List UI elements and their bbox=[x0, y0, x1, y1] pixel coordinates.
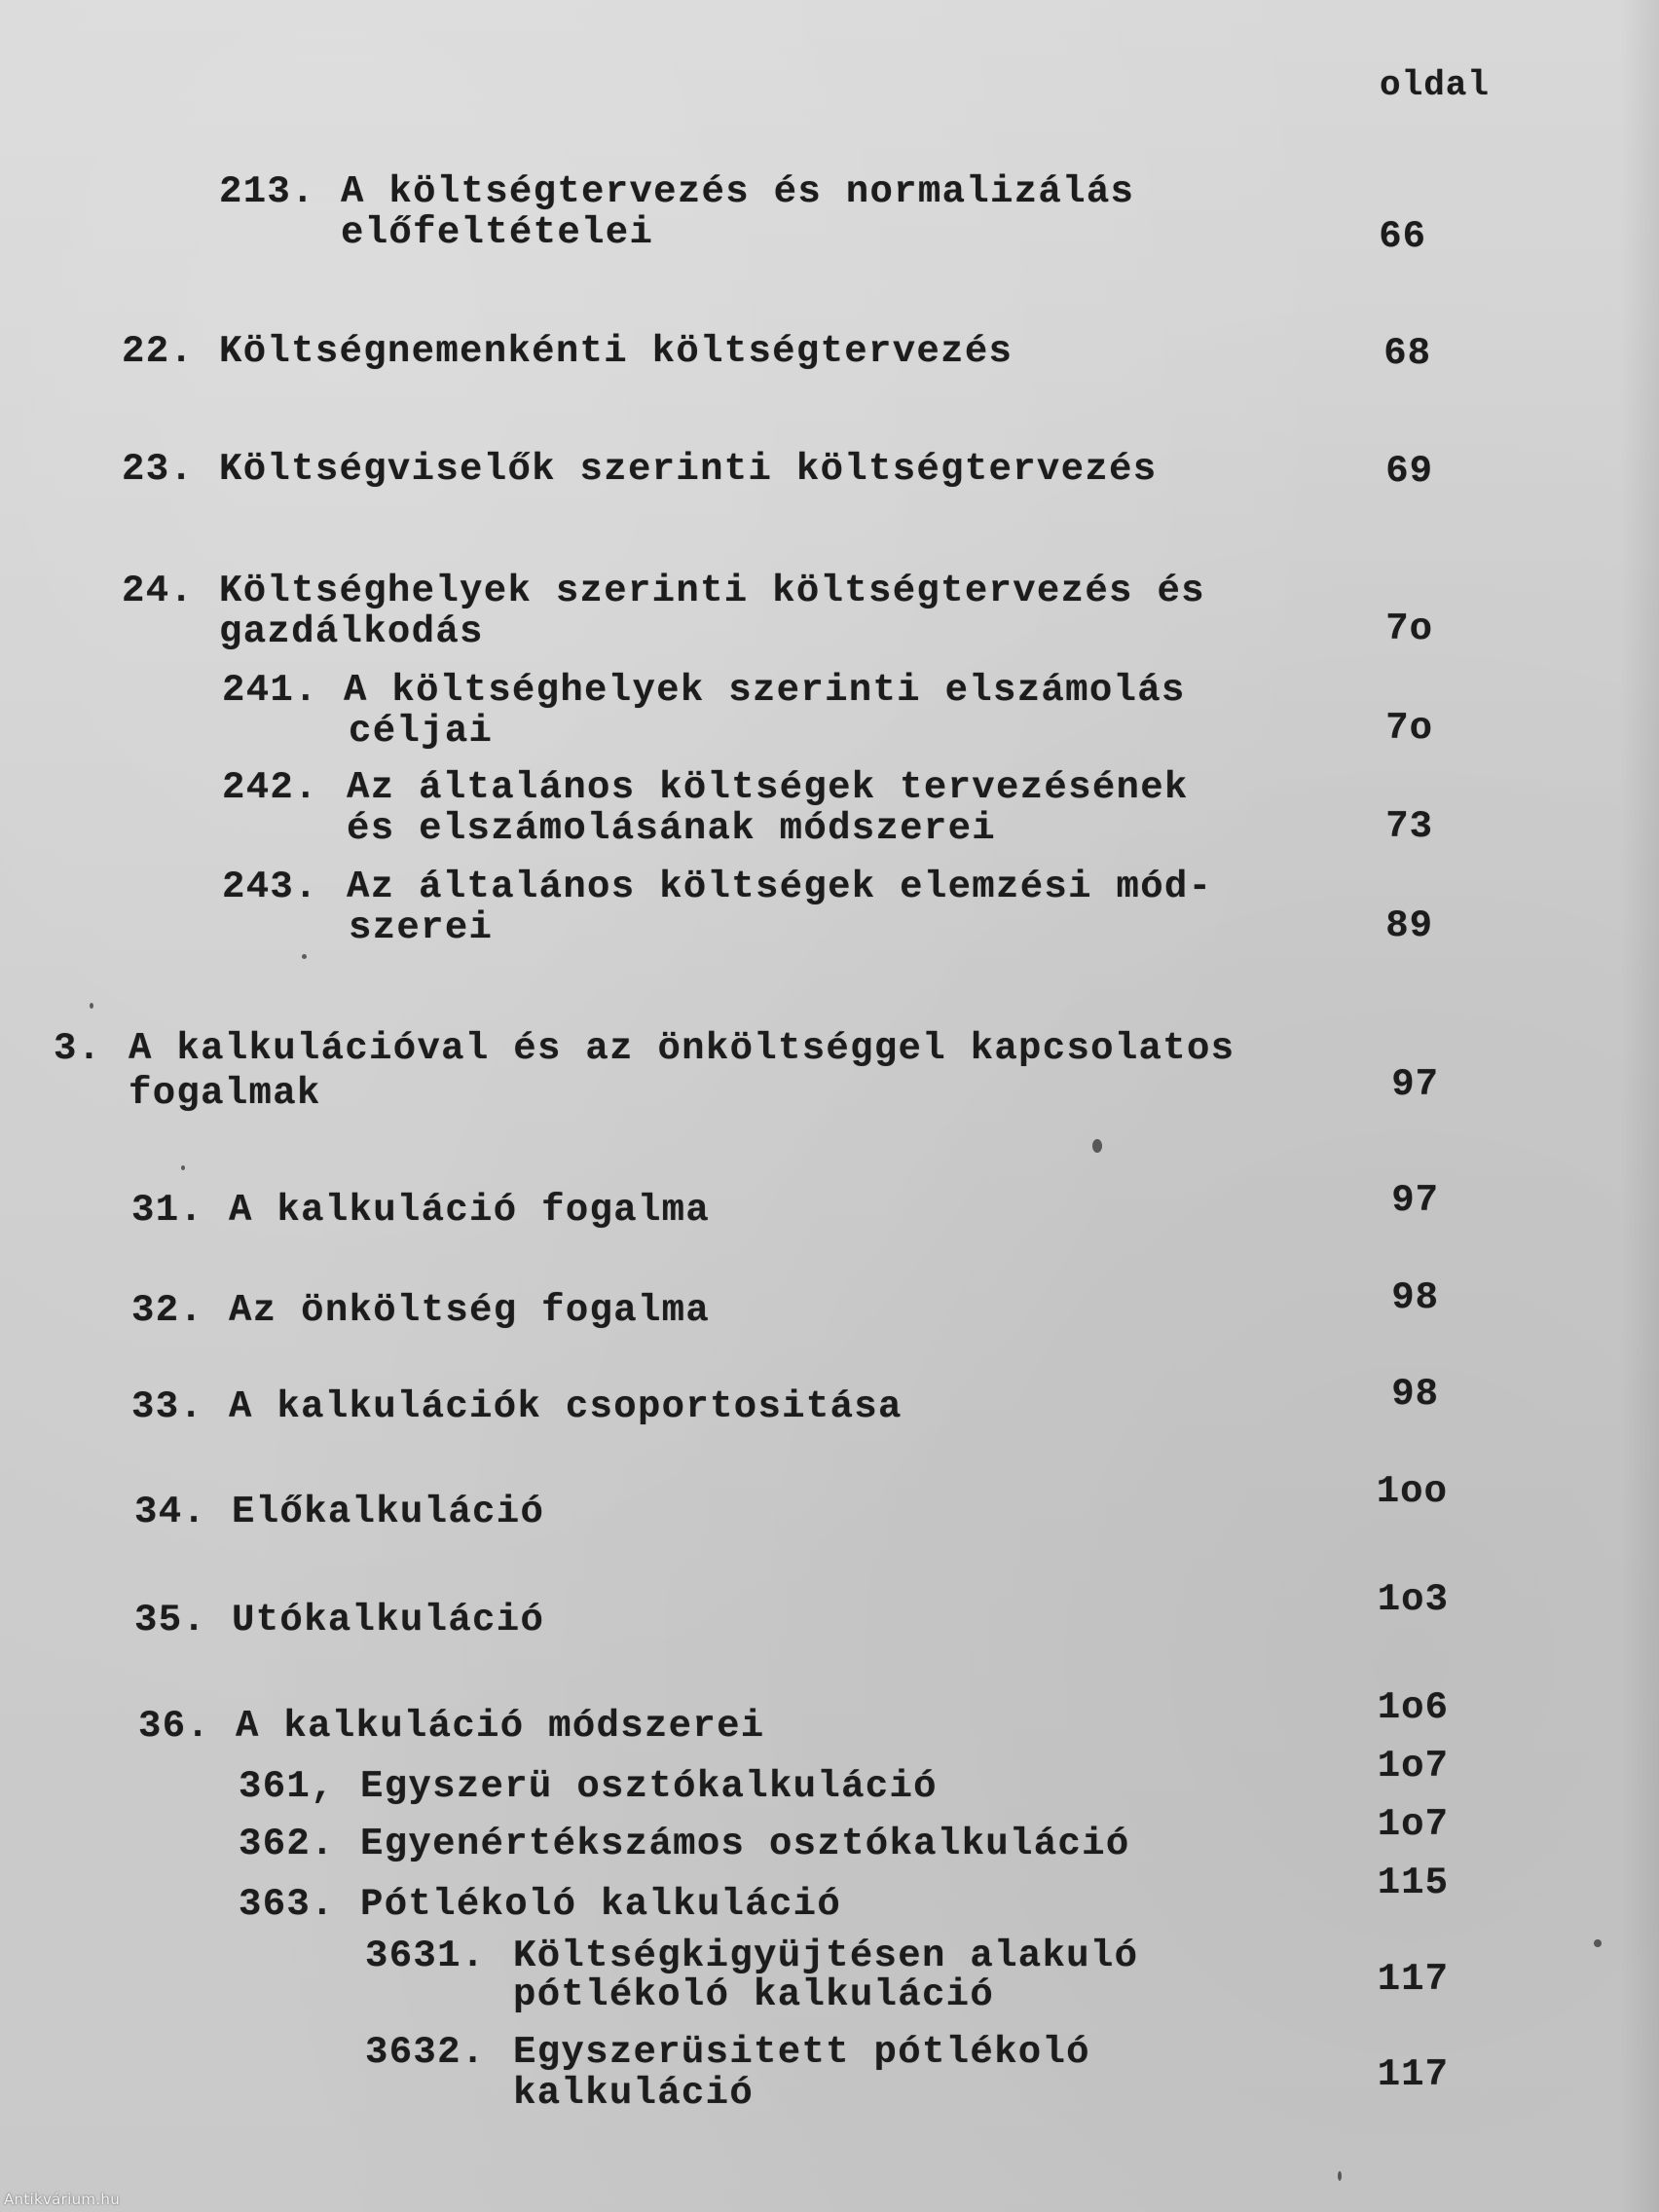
entry-number: 242. bbox=[222, 766, 318, 809]
toc-entry-33 bbox=[131, 1386, 1008, 1427]
entry-title-line-1: Költséghelyek szerinti költségtervezés és bbox=[219, 570, 1205, 612]
entry-page-number: 69 bbox=[1385, 450, 1433, 493]
entry-title-line-2: pótlékoló kalkuláció bbox=[513, 1973, 995, 2016]
entry-title-line-2: kalkuláció bbox=[513, 2072, 755, 2115]
entry-title-line-1: A kalkulációval és az önköltséggel kapcsolatos bbox=[129, 1027, 1235, 1070]
toc-entry-243 bbox=[222, 866, 1213, 949]
entry-page-number: 97 bbox=[1391, 1063, 1439, 1106]
entry-title-line-1: Az általános költségek tervezésének bbox=[347, 766, 1189, 809]
toc-entry-242 bbox=[222, 767, 1196, 849]
entry-number: 32. bbox=[131, 1289, 204, 1332]
entry-page-number: 1o7 bbox=[1377, 1803, 1449, 1846]
paper-edge-shadow bbox=[1620, 0, 1659, 2212]
entry-title-line-1: Egyszerü osztókalkuláció bbox=[360, 1765, 938, 1808]
entry-number: 362. bbox=[239, 1823, 335, 1865]
entry-page-number: 1oo bbox=[1376, 1470, 1448, 1513]
entry-number: 23. bbox=[122, 448, 195, 491]
entry-page-number: 1o6 bbox=[1377, 1686, 1449, 1729]
entry-page-number: 115 bbox=[1377, 1862, 1449, 1904]
entry-title-line-1: A kalkuláció módszerei bbox=[236, 1705, 765, 1748]
entry-title-line-2: és elszámolásának módszerei bbox=[347, 807, 997, 850]
entry-title-line-1: Költségkigyüjtésen alakuló bbox=[513, 1935, 1139, 1977]
watermark: Antikvárium.hu bbox=[4, 2191, 121, 2208]
scan-speck bbox=[1338, 2171, 1342, 2181]
entry-number: 33. bbox=[131, 1385, 204, 1428]
entry-number: 31. bbox=[131, 1189, 204, 1232]
entry-title-line-1: Egyenértékszámos osztókalkuláció bbox=[360, 1823, 1130, 1865]
toc-entry-363 bbox=[239, 1884, 1115, 1925]
scan-speck bbox=[1092, 1139, 1102, 1153]
entry-page-number: 1o7 bbox=[1377, 1745, 1449, 1788]
entry-title-line-2: szerei bbox=[349, 906, 494, 949]
toc-entry-36 bbox=[138, 1706, 917, 1747]
entry-page-number: 68 bbox=[1383, 332, 1431, 375]
entry-title-line-2: előfeltételei bbox=[341, 211, 654, 254]
entry-number: 3631. bbox=[365, 1935, 486, 1977]
entry-number: 361, bbox=[239, 1765, 335, 1808]
entry-number: 22. bbox=[122, 330, 195, 373]
entry-number: 3632. bbox=[365, 2031, 486, 2074]
entry-number: 363. bbox=[239, 1883, 335, 1926]
entry-title-line-1: Utókalkuláció bbox=[232, 1599, 545, 1641]
entry-number: 213. bbox=[219, 170, 315, 213]
entry-number: 35. bbox=[134, 1599, 207, 1641]
entry-page-number: 73 bbox=[1385, 805, 1433, 848]
entry-title-line-2: céljai bbox=[349, 710, 494, 753]
toc-entry-23 bbox=[122, 449, 1193, 490]
entry-title-line-1: A költségtervezés és normalizálás bbox=[341, 170, 1135, 213]
entry-number: 34. bbox=[134, 1491, 207, 1533]
toc-entry-24 bbox=[122, 571, 1241, 652]
toc-entry-3 bbox=[54, 1028, 1271, 1116]
entry-title-line-1: A kalkulációk csoportositása bbox=[229, 1385, 903, 1428]
scan-speck bbox=[302, 954, 307, 959]
entry-number: 3. bbox=[54, 1027, 102, 1070]
scan-speck bbox=[1594, 1939, 1602, 1947]
entry-page-number: 98 bbox=[1391, 1276, 1439, 1319]
entry-number: 24. bbox=[122, 570, 195, 612]
entry-title-line-1: Előkalkuláció bbox=[232, 1491, 545, 1533]
entry-title-line-1: Költségviselők szerinti költségtervezés bbox=[219, 448, 1158, 491]
toc-entry-3632 bbox=[365, 2032, 1241, 2114]
toc-entry-241 bbox=[222, 670, 1196, 752]
entry-number: 241. bbox=[222, 669, 318, 712]
entry-title-line-1: Az általános költségek elemzési mód- bbox=[347, 866, 1213, 908]
toc-entry-34 bbox=[134, 1492, 719, 1532]
entry-number: 36. bbox=[138, 1705, 211, 1748]
entry-page-number: 66 bbox=[1379, 215, 1426, 258]
entry-title-line-2: fogalmak bbox=[129, 1072, 321, 1115]
entry-page-number: 117 bbox=[1377, 2053, 1449, 2096]
entry-title-line-1: A költséghelyek szerinti elszámolás bbox=[344, 669, 1186, 712]
entry-page-number: 98 bbox=[1391, 1373, 1439, 1416]
scan-speck bbox=[90, 1003, 93, 1009]
entry-page-number: 89 bbox=[1385, 904, 1433, 947]
toc-entry-213 bbox=[219, 171, 1193, 259]
entry-title-line-1: Költségnemenkénti költségtervezés bbox=[219, 330, 1014, 373]
entry-page-number: 1o3 bbox=[1377, 1578, 1449, 1621]
scan-speck bbox=[181, 1165, 185, 1170]
toc-entry-361 bbox=[239, 1766, 1115, 1807]
entry-title-line-1: Pótlékoló kalkuláció bbox=[360, 1883, 842, 1926]
toc-entry-362 bbox=[239, 1824, 1212, 1864]
toc-entry-22 bbox=[122, 331, 1095, 372]
entry-title-line-1: Az önköltség fogalma bbox=[229, 1289, 711, 1332]
entry-title-line-1: Egyszerüsitett pótlékoló bbox=[513, 2031, 1090, 2074]
toc-entry-32 bbox=[131, 1290, 1008, 1331]
entry-page-number: 97 bbox=[1391, 1179, 1439, 1222]
entry-page-number: 7o bbox=[1385, 707, 1433, 750]
page-column-header: oldal bbox=[1380, 65, 1491, 105]
entry-page-number: 117 bbox=[1377, 1958, 1449, 2001]
entry-page-number: 7o bbox=[1385, 608, 1433, 650]
toc-entry-31 bbox=[131, 1190, 1008, 1231]
entry-title-line-1: A kalkuláció fogalma bbox=[229, 1189, 711, 1232]
toc-entry-35 bbox=[134, 1600, 719, 1641]
toc-entry-3631 bbox=[365, 1936, 1241, 2017]
entry-number: 243. bbox=[222, 866, 318, 908]
entry-title-line-2: gazdálkodás bbox=[219, 610, 484, 653]
